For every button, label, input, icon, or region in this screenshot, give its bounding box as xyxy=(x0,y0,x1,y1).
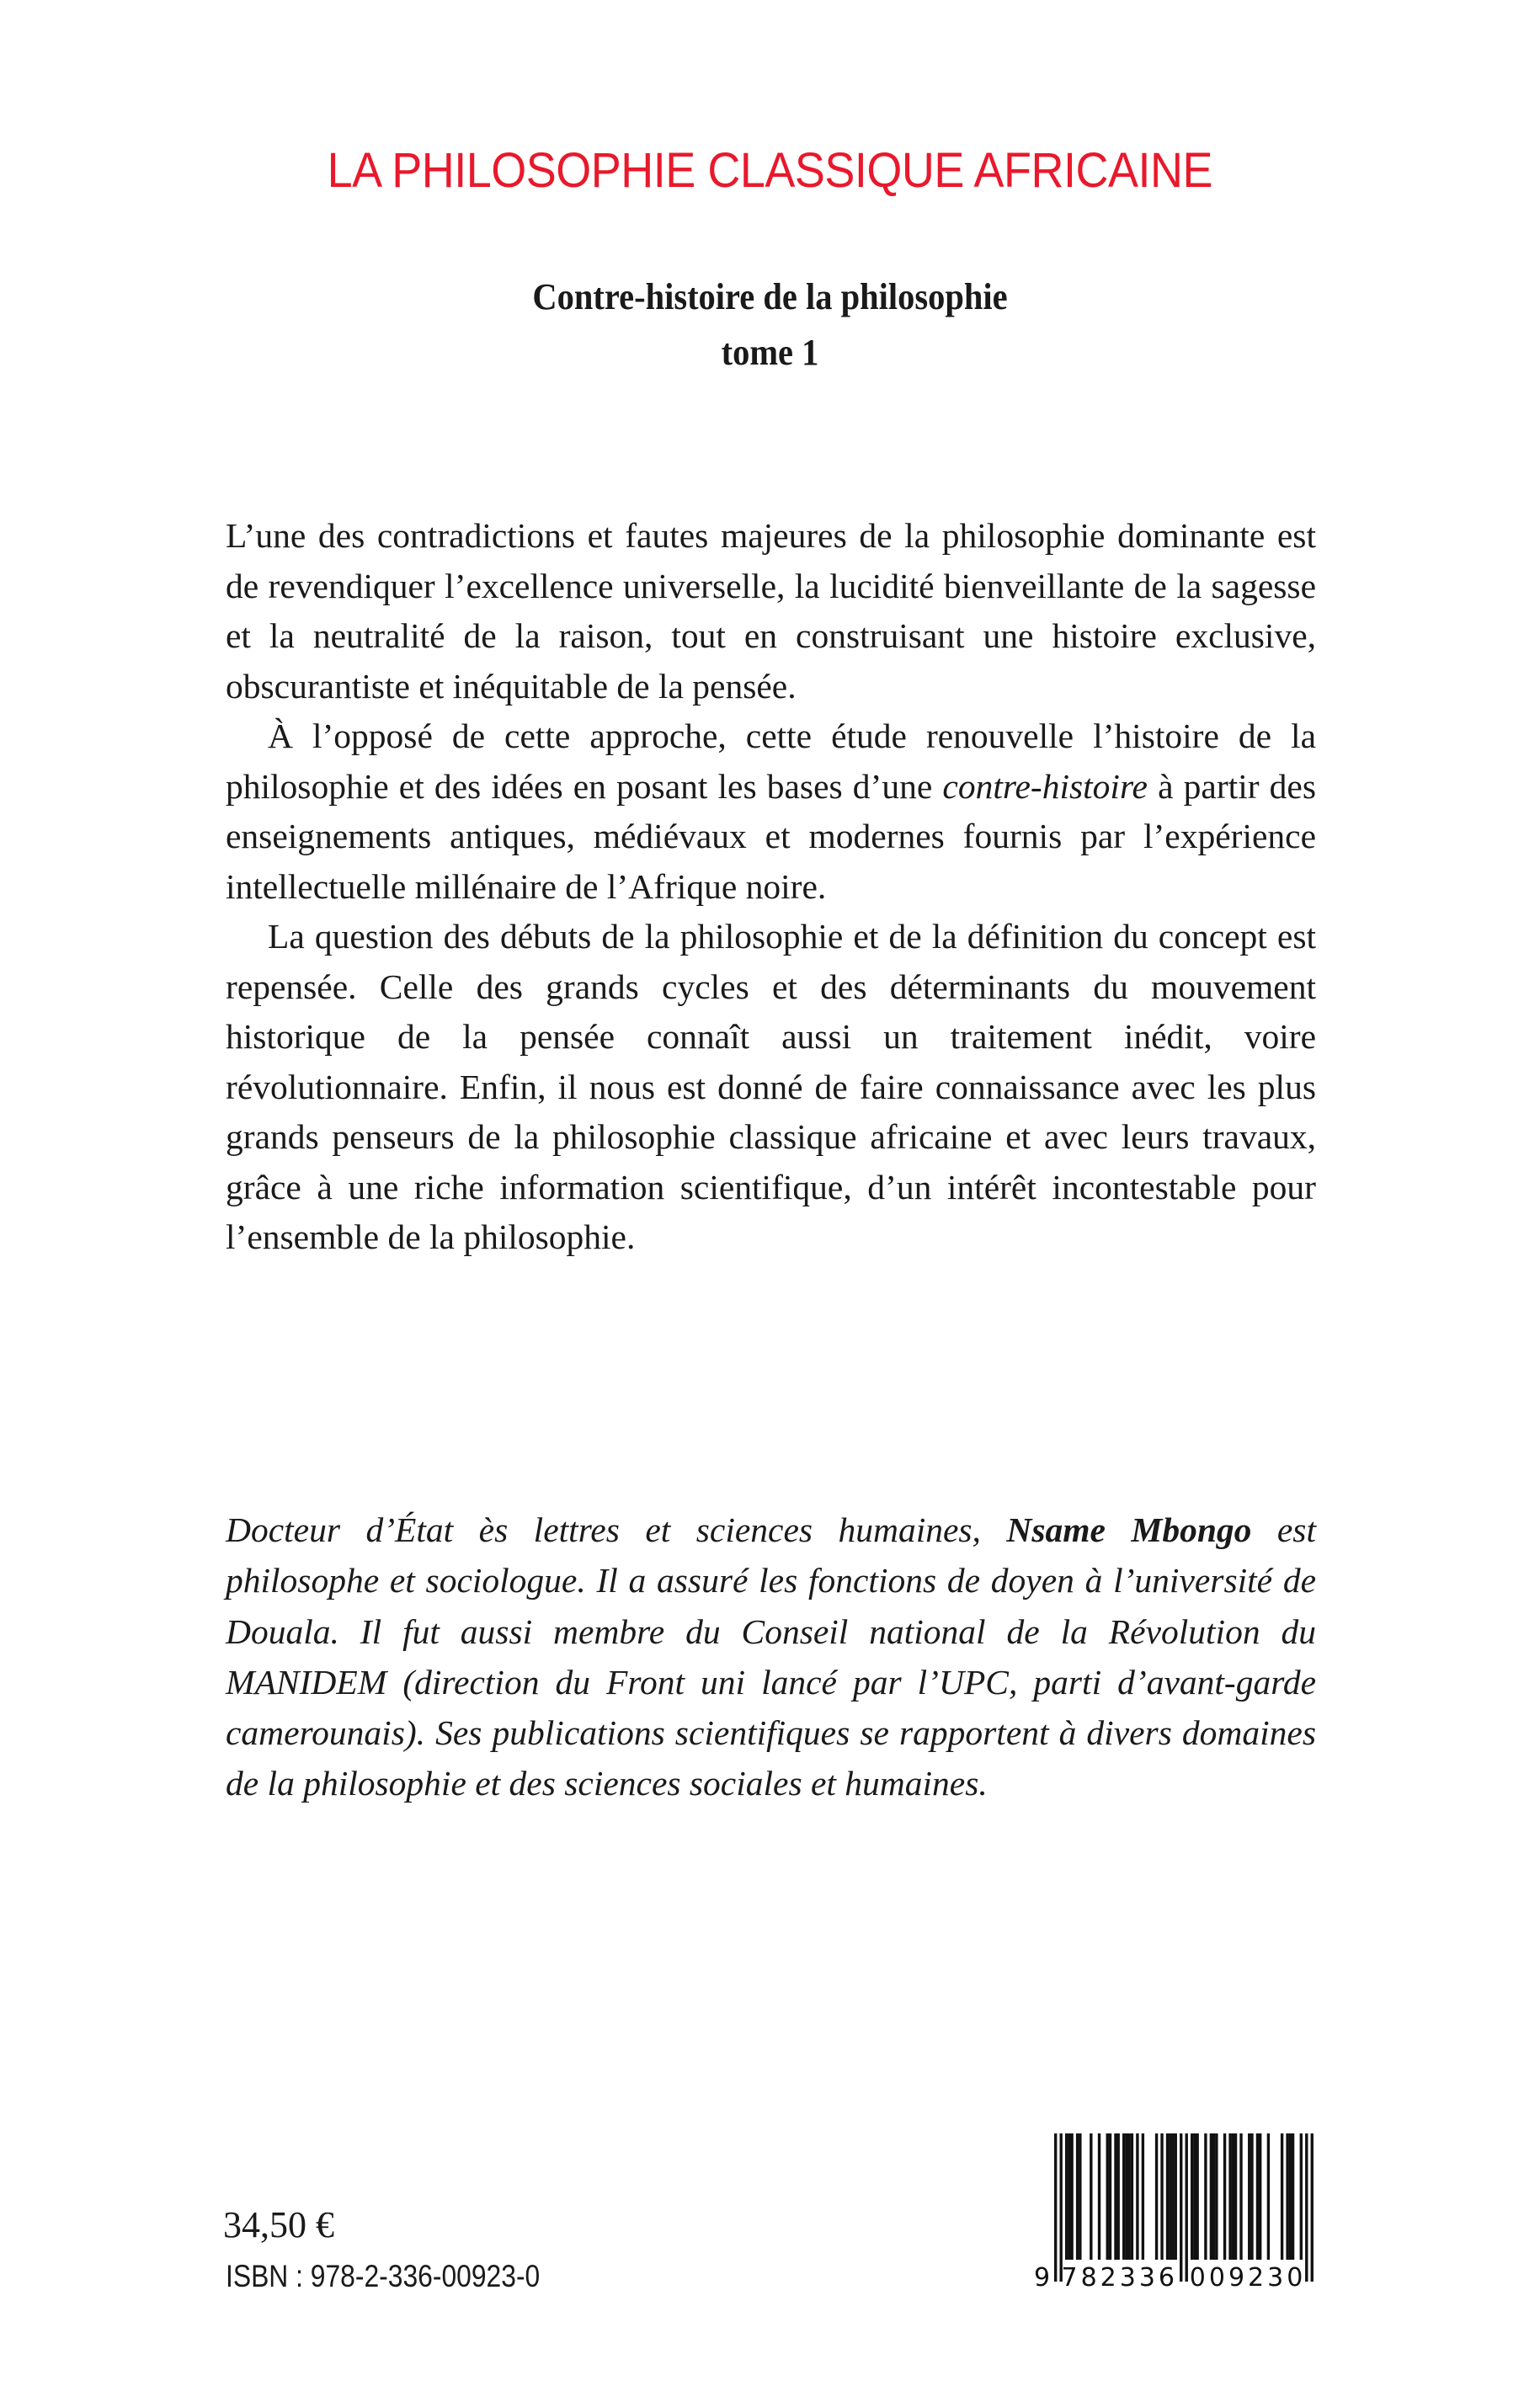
author-bio-paragraph xyxy=(226,1505,1316,1809)
subtitle-block xyxy=(0,269,1540,381)
subtitle: Contre-histoire de la philosophie xyxy=(532,276,1008,317)
svg-text:009230: 009230 xyxy=(1189,2263,1307,2290)
paragraph-text: L’une des contradictions et fautes majeures de la philosophie dominante est de revendiquer l’excellence universelle, la lucidité bienveillante de la sagesse et la neutralité de la raison, tout en construisant une histoire exclusive, obscurantiste et inéquitable de la pensée. xyxy=(226,516,1316,706)
svg-text:9: 9 xyxy=(1034,2263,1051,2290)
summary-paragraph xyxy=(226,511,1316,711)
volume-label: tome 1 xyxy=(721,332,819,373)
price: 34,50 € xyxy=(223,2204,334,2245)
paragraph-text: à partir des enseignements antiques, médiévaux et modernes fournis par l’expérience intellectuelle millénaire de l’Afrique noire. xyxy=(226,766,1316,906)
isbn: ISBN : 978-2-336-00923-0 xyxy=(226,2259,541,2293)
series-title: LA PHILOSOPHIE CLASSIQUE AFRICAINE xyxy=(327,143,1212,198)
ean13-barcode xyxy=(1029,2133,1315,2290)
paragraph-text: À l’opposé de cette approche, cette étude renouvelle l’histoire de la philosophie et des idées en posant les bases d’une xyxy=(226,716,1316,806)
summary-paragraph xyxy=(226,912,1316,1263)
author-name: Nsame Mbongo xyxy=(1006,1510,1252,1549)
bio-rest: est philosophe et sociologue. Il a assuré les fonctions de doyen à l’université de Douala. Il fut aussi membre du Conseil national de la Révolution du MANIDEM (direction du Front uni lancé par l’UPC, parti d’avant-garde camerounais). Ses publications scientifiques se rapportent à divers domaines de la philosophie et des sciences sociales et humaines. xyxy=(226,1510,1316,1803)
summary-paragraph xyxy=(226,711,1316,912)
bio-intro: Docteur d’État ès lettres et sciences humaines, xyxy=(226,1510,1007,1549)
emphasis-text: contre-histoire xyxy=(942,766,1148,806)
author-bio xyxy=(226,1505,1316,1809)
svg-text:782336: 782336 xyxy=(1061,2263,1179,2290)
paragraph-text: La question des débuts de la philosophie et de la définition du concept est repensée. Celle des grands cycles et des déterminants du mouvement historique de la pensée connaît aussi un traitement inédit, voire révolutionnaire. Enfin, il nous est donné de faire connaissance avec les plus grands penseurs de la philosophie classique africaine et avec leurs travaux, grâce à une riche information scientifique, d’un intérêt incontestable pour l’ensemble de la philosophie. xyxy=(226,917,1316,1256)
summary-text xyxy=(226,511,1316,1263)
